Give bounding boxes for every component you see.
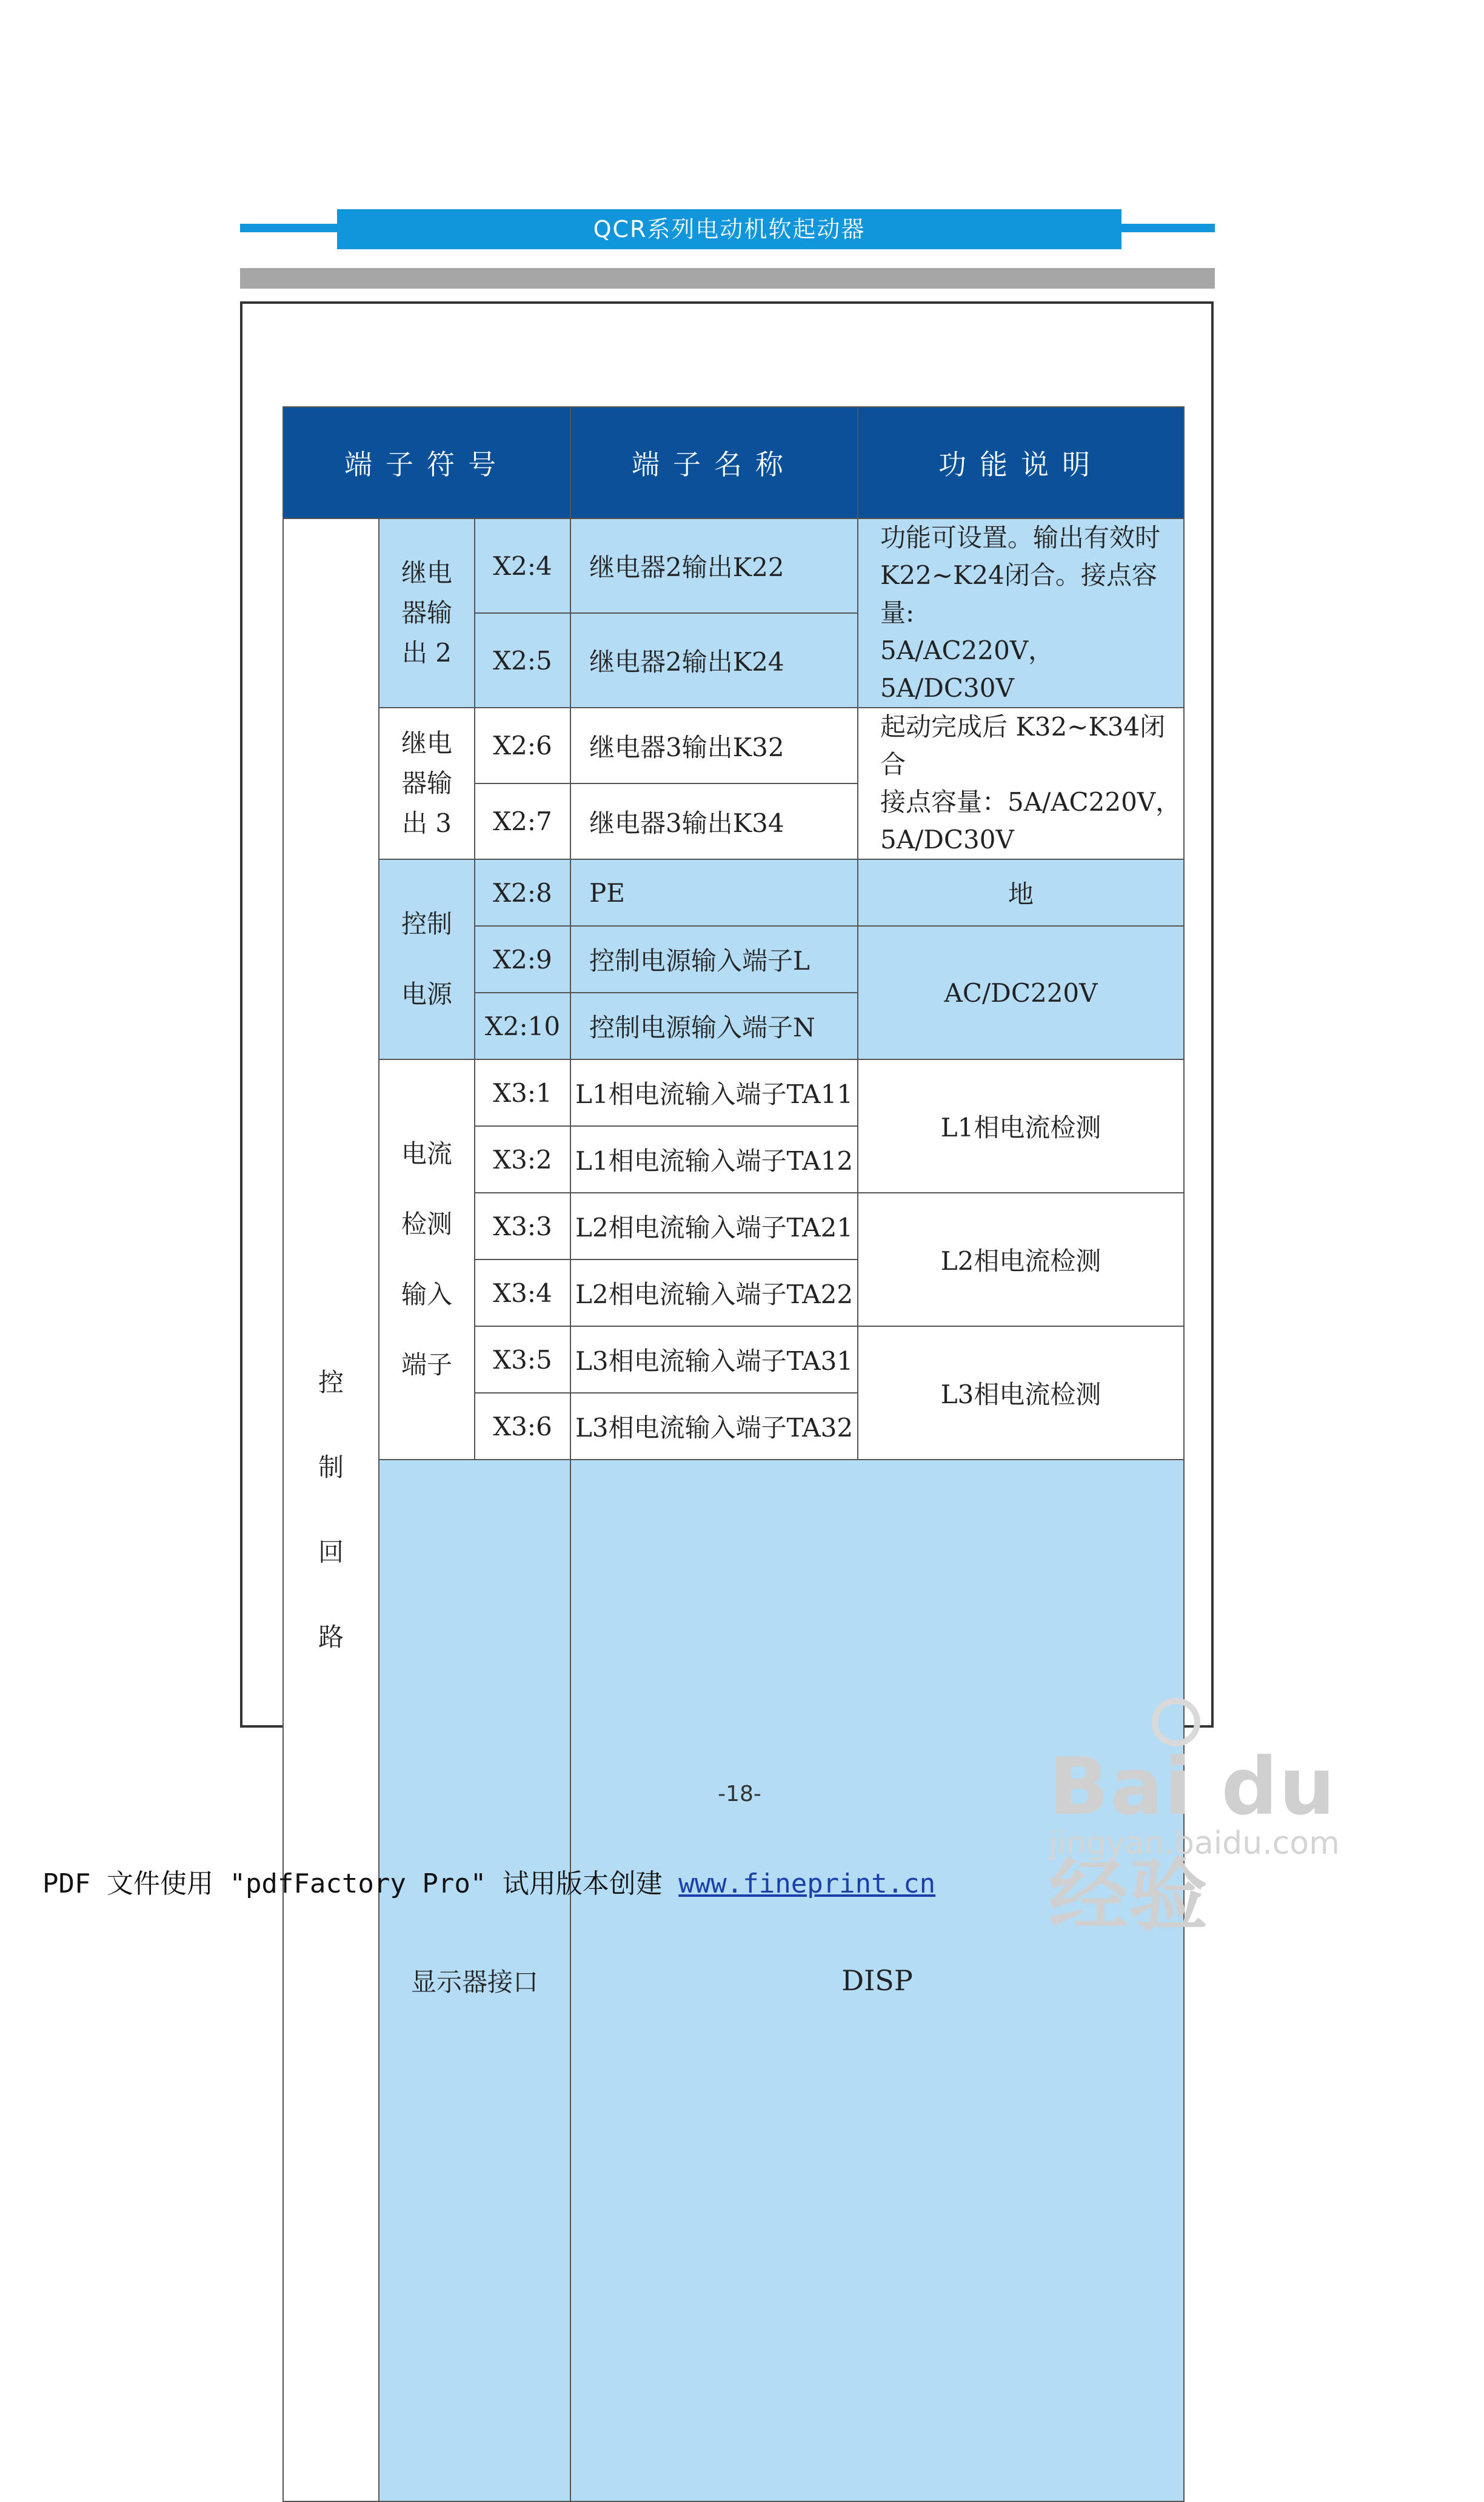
terminal-name: 控制电源输入端子L bbox=[570, 926, 858, 993]
function-desc-l3: L3相电流检测 bbox=[858, 1326, 1184, 1460]
terminal-name: L2相电流输入端子TA21 bbox=[570, 1193, 858, 1259]
paw-icon bbox=[1152, 1698, 1200, 1746]
terminal-code: X2:5 bbox=[475, 613, 570, 708]
terminal-name: 继电器3输出K32 bbox=[570, 708, 858, 783]
page-number: -18- bbox=[718, 1782, 761, 1806]
terminal-code: X3:4 bbox=[475, 1259, 570, 1326]
terminal-code: X3:2 bbox=[475, 1126, 570, 1193]
terminal-name: L1相电流输入端子TA11 bbox=[570, 1059, 858, 1126]
terminal-name: L2相电流输入端子TA22 bbox=[570, 1259, 858, 1326]
watermark-url: jingyan.baidu.com bbox=[1049, 1825, 1340, 1862]
watermark-brand: Bai du 经验 bbox=[1049, 1740, 1337, 1942]
table-row bbox=[283, 1059, 1184, 1126]
table-row-display bbox=[283, 1460, 1184, 2501]
terminal-table bbox=[282, 406, 1185, 2502]
terminal-code: X2:9 bbox=[475, 926, 570, 993]
terminal-code: X2:8 bbox=[475, 859, 570, 926]
terminal-code: X3:6 bbox=[475, 1393, 570, 1460]
pdf-footer bbox=[42, 1862, 935, 1900]
display-terminal-name: DISP bbox=[570, 1460, 1184, 2501]
terminal-code: X2:6 bbox=[475, 708, 570, 783]
display-interface-label: 显示器接口 bbox=[379, 1460, 570, 2501]
function-desc-relay3: 起动完成后 K32~K34闭合 接点容量：5A/AC220V， 5A/DC30V bbox=[858, 708, 1184, 859]
footer-text: PDF 文件使用 "pdfFactory Pro" 试用版本创建 bbox=[42, 1868, 679, 1899]
function-desc-power: AC/DC220V bbox=[858, 926, 1184, 1059]
table-row bbox=[283, 518, 1184, 613]
section-label-control-circuit: 控 制 回 路 bbox=[283, 518, 379, 2501]
terminal-name: 继电器2输出K24 bbox=[570, 613, 858, 708]
terminal-name: 控制电源输入端子N bbox=[570, 993, 858, 1059]
group-label-current: 电流 检测 输入 端子 bbox=[379, 1059, 475, 1460]
table-row bbox=[283, 859, 1184, 926]
table-row bbox=[283, 708, 1184, 783]
header-function: 功能说明 bbox=[858, 407, 1184, 518]
terminal-name: PE bbox=[570, 859, 858, 926]
header-terminal-symbol: 端子符号 bbox=[283, 407, 570, 518]
function-desc-relay2: 功能可设置。输出有效时 K22~K24闭合。接点容量: 5A/AC220V，5A/DC30V bbox=[858, 518, 1184, 708]
table-header-row bbox=[283, 407, 1184, 518]
function-desc-l2: L2相电流检测 bbox=[858, 1193, 1184, 1326]
function-desc-ground: 地 bbox=[858, 859, 1184, 926]
terminal-name: L1相电流输入端子TA12 bbox=[570, 1126, 858, 1193]
footer-link[interactable]: www.fineprint.cn bbox=[678, 1868, 936, 1899]
header-gray-bar bbox=[240, 268, 1215, 289]
group-label-relay2: 继电 器输 出 2 bbox=[379, 518, 475, 708]
terminal-code: X2:10 bbox=[475, 993, 570, 1059]
terminal-code: X2:4 bbox=[475, 518, 570, 613]
group-label-power: 控制 电源 bbox=[379, 859, 475, 1059]
terminal-name: 继电器3输出K34 bbox=[570, 783, 858, 859]
terminal-code: X2:7 bbox=[475, 783, 570, 859]
page-header-title: QCR系列电动机软起动器 bbox=[337, 209, 1121, 249]
terminal-code: X3:5 bbox=[475, 1326, 570, 1393]
header-terminal-name: 端子名称 bbox=[570, 407, 858, 518]
terminal-code: X3:1 bbox=[475, 1059, 570, 1126]
terminal-code: X3:3 bbox=[475, 1193, 570, 1259]
group-label-relay3: 继电 器输 出 3 bbox=[379, 708, 475, 859]
baidu-watermark bbox=[1049, 1698, 1400, 1942]
function-desc-l1: L1相电流检测 bbox=[858, 1059, 1184, 1193]
terminal-name: L3相电流输入端子TA32 bbox=[570, 1393, 858, 1460]
terminal-name: L3相电流输入端子TA31 bbox=[570, 1326, 858, 1393]
terminal-name: 继电器2输出K22 bbox=[570, 518, 858, 613]
